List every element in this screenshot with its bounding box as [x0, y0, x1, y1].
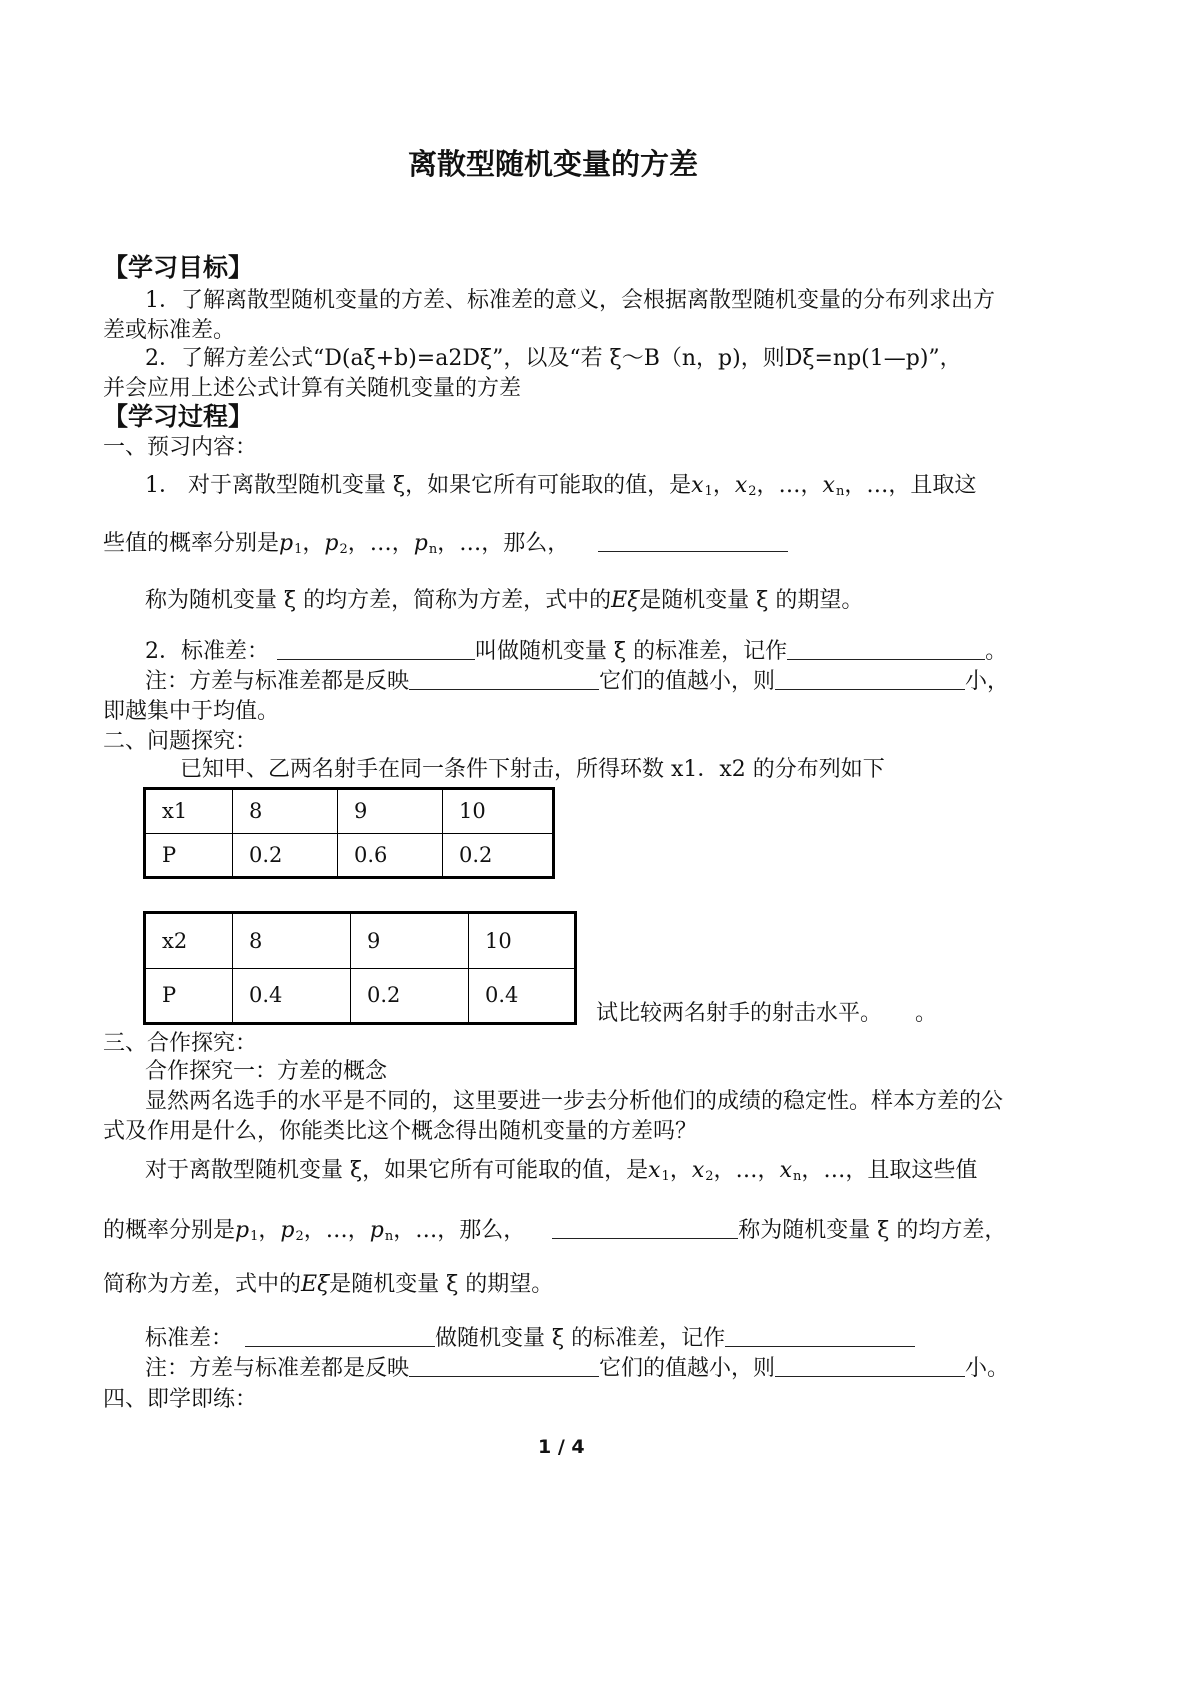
distribution-table-x2: [143, 911, 577, 1025]
p2-symbol: $p_2$: [280, 1218, 304, 1244]
coop-std-line: 标准差： 做随机变量 ξ 的标准差，记作: [145, 1328, 915, 1350]
xn-symbol: $x_n$: [822, 473, 845, 499]
std-notation-blank-2[interactable]: [725, 1328, 915, 1347]
table-cell: 10: [443, 789, 554, 834]
std-definition-blank[interactable]: [277, 641, 475, 660]
expectation-symbol: Eξ: [611, 588, 640, 613]
coop-2-line-2: 的概率分别是$p_1$，$p_2$，…，$p_n$，…，那么， 称为随机变量 ξ 的均方差，: [103, 1218, 1007, 1244]
std-definition-blank-2[interactable]: [245, 1328, 435, 1347]
table-cell: 9: [338, 789, 443, 834]
note-reflects-blank[interactable]: [409, 671, 599, 690]
table-cell: 10: [469, 913, 576, 969]
p2-symbol: $p_2$: [324, 531, 348, 557]
pn-symbol: $p_n$: [369, 1218, 394, 1244]
compare-end: 。: [915, 1001, 938, 1026]
table-cell: 0.6: [338, 833, 443, 878]
coop-note: 注：方差与标准差都是反映 它们的值越小，则 小。: [145, 1356, 1010, 1381]
page-number: 1 / 4: [538, 1436, 585, 1458]
preview-item-1-line-2: 些值的概率分别是$p_1$，$p_2$，…，$p_n$，…，那么，: [103, 533, 788, 556]
note-smaller-blank[interactable]: [775, 671, 965, 690]
table-cell: P: [145, 833, 233, 878]
table-cell: x1: [145, 789, 233, 834]
coop-1-line-2: 式及作用是什么，你能类比这个概念得出随机变量的方差吗？: [103, 1119, 698, 1144]
coop-heading: 三、合作探究：: [103, 1031, 258, 1056]
explore-heading: 二、问题探究：: [103, 729, 258, 754]
explore-text: 已知甲、乙两名射手在同一条件下射击，所得环数 x1．x2 的分布列如下: [180, 757, 885, 782]
preview-heading: 一、预习内容：: [103, 435, 258, 460]
table-cell: 8: [233, 789, 338, 834]
table-cell: 8: [233, 913, 351, 969]
pn-symbol: $p_n$: [413, 531, 438, 557]
preview-note-line-2: 即越集中于均值。: [103, 699, 280, 724]
preview-item-1-text: 1． 对于离散型随机变量 ξ，如果它所有可能取的值，是: [145, 473, 692, 498]
table-cell: 9: [351, 913, 469, 969]
note-smaller-blank-2[interactable]: [775, 1358, 965, 1377]
goal-2-line-1: 2．了解方差公式“D(aξ+b)=a2Dξ”，以及“若 ξ～B（n，p)，则Dξ=np(1—p)”，: [145, 346, 962, 371]
goal-1-line-1: 1．了解离散型随机变量的方差、标准差的意义，会根据离散型随机变量的分布列求出方: [145, 288, 995, 313]
table-cell: 0.4: [469, 968, 576, 1024]
table-cell: x2: [145, 913, 233, 969]
p1-symbol: $p_1$: [279, 531, 303, 557]
coop-2-line-3: 简称为方差，式中的Eξ是随机变量 ξ 的期望。: [103, 1272, 554, 1297]
xn-symbol: $x_n$: [779, 1158, 802, 1184]
variance-formula-blank-2[interactable]: [552, 1220, 738, 1239]
x1-symbol: $x_1$: [648, 1158, 670, 1184]
std-notation-blank[interactable]: [787, 641, 985, 660]
preview-item-2: 2．标准差： 叫做随机变量 ξ 的标准差，记作 。: [145, 639, 1008, 664]
table-cell: P: [145, 968, 233, 1024]
section-heading-process: 【学习过程】: [103, 402, 254, 431]
compare-text: 试比较两名射手的射击水平。: [596, 1001, 883, 1026]
goal-1-line-2: 差或标准差。: [103, 318, 236, 343]
coop-1-title: 合作探究一：方差的概念: [145, 1059, 388, 1084]
x2-symbol: $x_2$: [734, 473, 757, 499]
distribution-table-x1: [143, 787, 555, 879]
page-title: 离散型随机变量的方差: [408, 147, 699, 181]
note-reflects-blank-2[interactable]: [409, 1358, 599, 1377]
goal-2-line-2: 并会应用上述公式计算有关随机变量的方差: [103, 376, 522, 401]
coop-2-line-1: 对于离散型随机变量 ξ，如果它所有可能取的值，是$x_1$，$x_2$，…，$x_n$，…，且取这些值: [145, 1158, 978, 1184]
x2-symbol: $x_2$: [691, 1158, 714, 1184]
table-cell: 0.4: [233, 968, 351, 1024]
coop-1-line-1: 显然两名选手的水平是不同的，这里要进一步去分析他们的成绩的稳定性。样本方差的公: [145, 1089, 1004, 1114]
p1-symbol: $p_1$: [235, 1218, 259, 1244]
section-heading-goals: 【学习目标】: [103, 253, 254, 282]
expectation-symbol: Eξ: [301, 1272, 330, 1297]
preview-item-1-line-3: 称为随机变量 ξ 的均方差，简称为方差，式中的Eξ是随机变量 ξ 的期望。: [145, 588, 864, 613]
table-cell: 0.2: [351, 968, 469, 1024]
practice-heading: 四、即学即练：: [103, 1387, 258, 1412]
table-cell: 0.2: [443, 833, 554, 878]
table-cell: 0.2: [233, 833, 338, 878]
preview-note: 注：方差与标准差都是反映 它们的值越小，则 小，: [145, 669, 1010, 694]
variance-formula-blank[interactable]: [598, 533, 788, 552]
x1-symbol: $x_1$: [691, 473, 713, 499]
preview-item-1-line-1: 1． 对于离散型随机变量 ξ，如果它所有可能取的值，是$x_1$，$x_2$，…，$x_n$，…，且取这: [145, 473, 977, 499]
